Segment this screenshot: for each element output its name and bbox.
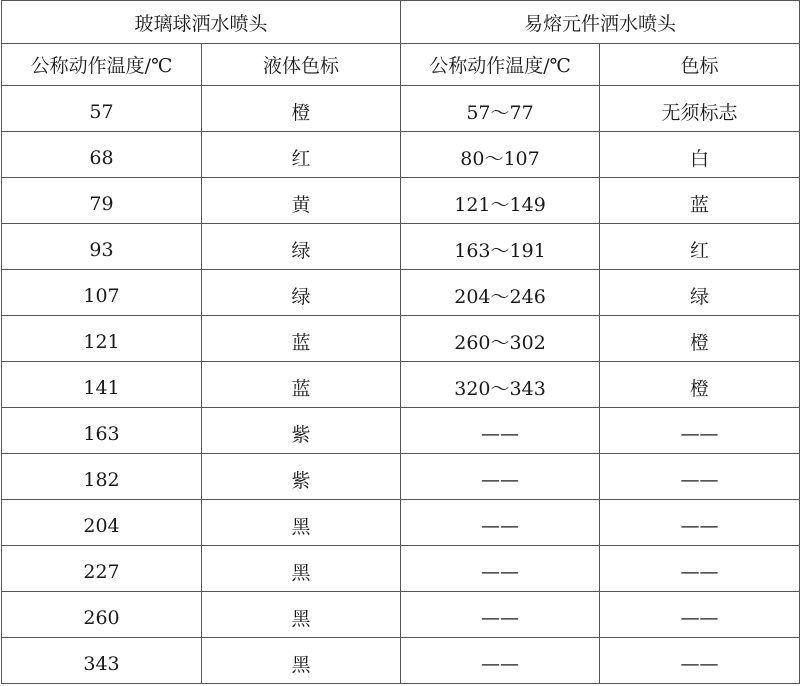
cell-text: 白	[690, 148, 710, 170]
cell-color-code	[600, 316, 800, 362]
cell-liquid-color	[202, 454, 401, 500]
cell-fusible-temp	[401, 592, 600, 638]
cell-text: 107	[83, 284, 120, 307]
cell-text: ——	[680, 514, 719, 537]
cell-liquid-color	[202, 408, 401, 454]
cell-liquid-color	[202, 132, 401, 178]
cell-glass-temp	[2, 178, 202, 224]
cell-fusible-temp	[401, 500, 600, 546]
cell-text: 182	[83, 468, 120, 491]
cell-text: ——	[481, 422, 520, 445]
cell-text: 343	[83, 652, 120, 675]
cell-text: 260～302	[454, 332, 546, 354]
cell-text: 无须标志	[661, 102, 738, 124]
table-row	[2, 224, 800, 270]
cell-text: ——	[680, 468, 719, 491]
cell-text: 80～107	[460, 148, 540, 170]
cell-glass-temp	[2, 132, 202, 178]
cell-color-code	[600, 454, 800, 500]
cell-fusible-temp	[401, 224, 600, 270]
cell-text: ——	[680, 560, 719, 583]
cell-fusible-temp	[401, 316, 600, 362]
cell-fusible-temp	[401, 270, 600, 316]
group-header-fusible-link: 易熔元件洒水喷头	[401, 1, 800, 44]
cell-color-code	[600, 592, 800, 638]
table-row	[2, 178, 800, 224]
cell-text: 68	[89, 146, 114, 169]
cell-text: 橙	[291, 102, 311, 124]
cell-liquid-color	[202, 362, 401, 408]
cell-glass-temp	[2, 270, 202, 316]
cell-color-code	[600, 408, 800, 454]
cell-text: 121	[83, 330, 120, 353]
cell-fusible-temp	[401, 86, 600, 132]
table-row	[2, 132, 800, 178]
table-body	[2, 86, 800, 684]
cell-fusible-temp	[401, 638, 600, 684]
cell-text: ——	[481, 468, 520, 491]
cell-text: 204	[83, 514, 120, 537]
cell-glass-temp	[2, 638, 202, 684]
cell-liquid-color	[202, 224, 401, 270]
column-header-fusible-temp: 公称动作温度/℃	[401, 44, 600, 86]
cell-text: 204～246	[454, 286, 546, 308]
cell-text: ——	[680, 652, 719, 675]
cell-fusible-temp	[401, 408, 600, 454]
cell-text: 蓝	[291, 332, 311, 354]
cell-glass-temp	[2, 454, 202, 500]
table-row	[2, 500, 800, 546]
cell-fusible-temp	[401, 132, 600, 178]
cell-color-code	[600, 86, 800, 132]
cell-text: 蓝	[291, 378, 311, 400]
table-row	[2, 408, 800, 454]
column-header-color-code: 色标	[600, 44, 800, 86]
cell-liquid-color	[202, 270, 401, 316]
cell-color-code	[600, 132, 800, 178]
cell-liquid-color	[202, 546, 401, 592]
cell-text: 黄	[291, 194, 311, 216]
cell-liquid-color	[202, 178, 401, 224]
cell-color-code	[600, 362, 800, 408]
cell-text: 57～77	[466, 102, 534, 124]
cell-fusible-temp	[401, 362, 600, 408]
table-row	[2, 454, 800, 500]
cell-color-code	[600, 546, 800, 592]
cell-text: 绿	[291, 286, 311, 308]
cell-fusible-temp	[401, 178, 600, 224]
cell-text: 260	[83, 606, 120, 629]
column-header-row	[2, 44, 800, 86]
cell-text: 黑	[291, 516, 311, 538]
cell-liquid-color	[202, 86, 401, 132]
cell-glass-temp	[2, 592, 202, 638]
cell-color-code	[600, 178, 800, 224]
cell-text: 红	[291, 148, 311, 170]
cell-text: 121～149	[454, 194, 546, 216]
cell-text: 227	[83, 560, 120, 583]
table-row	[2, 316, 800, 362]
cell-liquid-color	[202, 638, 401, 684]
cell-text: ——	[481, 560, 520, 583]
cell-text: 黑	[291, 608, 311, 630]
column-header-liquid-color: 液体色标	[202, 44, 401, 86]
cell-liquid-color	[202, 316, 401, 362]
cell-text: 紫	[291, 470, 311, 492]
cell-text: ——	[680, 422, 719, 445]
cell-text: 57	[89, 100, 114, 123]
cell-color-code	[600, 500, 800, 546]
cell-liquid-color	[202, 500, 401, 546]
table-row	[2, 362, 800, 408]
table-row	[2, 592, 800, 638]
cell-text: 320～343	[454, 378, 546, 400]
cell-glass-temp	[2, 408, 202, 454]
column-header-glass-temp: 公称动作温度/℃	[2, 44, 202, 86]
cell-glass-temp	[2, 86, 202, 132]
cell-text: 黑	[291, 654, 311, 676]
cell-glass-temp	[2, 362, 202, 408]
table-row	[2, 638, 800, 684]
cell-fusible-temp	[401, 454, 600, 500]
group-header-row	[2, 1, 800, 44]
cell-glass-temp	[2, 500, 202, 546]
cell-text: 橙	[690, 378, 710, 400]
cell-text: 紫	[291, 424, 311, 446]
cell-color-code	[600, 224, 800, 270]
sprinkler-color-table	[1, 0, 800, 684]
cell-text: 蓝	[690, 194, 710, 216]
cell-text: 163	[83, 422, 120, 445]
cell-text: ——	[481, 606, 520, 629]
cell-text: 绿	[291, 240, 311, 262]
cell-glass-temp	[2, 546, 202, 592]
cell-text: 黑	[291, 562, 311, 584]
cell-color-code	[600, 638, 800, 684]
cell-text: 93	[89, 238, 114, 261]
cell-text: 141	[83, 376, 120, 399]
cell-text: 红	[690, 240, 710, 262]
cell-text: ——	[481, 652, 520, 675]
cell-text: 79	[89, 192, 114, 215]
cell-glass-temp	[2, 224, 202, 270]
group-header-glass-bulb: 玻璃球洒水喷头	[2, 1, 401, 44]
cell-text: 163～191	[454, 240, 546, 262]
cell-text: 绿	[690, 286, 710, 308]
cell-glass-temp	[2, 316, 202, 362]
cell-liquid-color	[202, 592, 401, 638]
table-row	[2, 270, 800, 316]
cell-fusible-temp	[401, 546, 600, 592]
table-row	[2, 546, 800, 592]
cell-text: ——	[481, 514, 520, 537]
cell-text: 橙	[690, 332, 710, 354]
cell-text: ——	[680, 606, 719, 629]
table-row	[2, 86, 800, 132]
cell-color-code	[600, 270, 800, 316]
